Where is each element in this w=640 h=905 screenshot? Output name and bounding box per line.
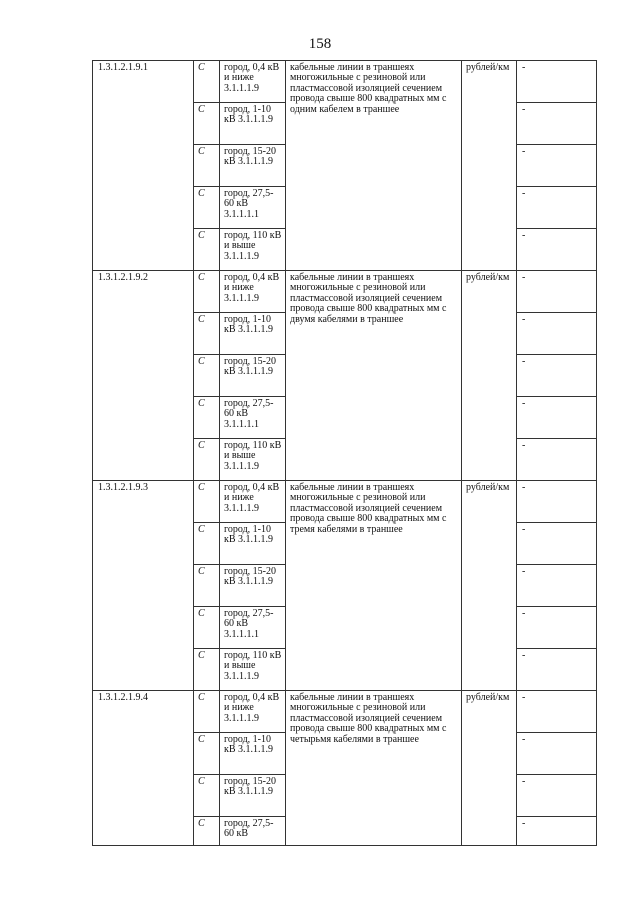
description-cell: кабельные линии в траншеях многожильные с резиновой или пластмассовой изоляцией сечением провода свыше 800 квадратных мм с тремя кабелями в траншее [286, 481, 462, 691]
price-cell: - [517, 61, 597, 103]
territory-letter-cell: С [194, 103, 220, 145]
territory-cell: город, 15-20 кВ 3.1.1.1.9 [220, 355, 286, 397]
territory-cell: город, 27,5-60 кВ 3.1.1.1.1 [220, 397, 286, 439]
territory-letter-cell: С [194, 691, 220, 733]
tariff-table-body [93, 61, 597, 846]
table-row [93, 61, 597, 103]
description-cell: кабельные линии в траншеях многожильные с резиновой или пластмассовой изоляцией сечением провода свыше 800 квадратных мм с двумя кабелями в траншее [286, 271, 462, 481]
territory-letter-cell: С [194, 607, 220, 649]
price-cell: - [517, 733, 597, 775]
price-cell: - [517, 607, 597, 649]
territory-letter-cell: С [194, 649, 220, 691]
territory-letter-cell: С [194, 61, 220, 103]
table-row [93, 271, 597, 313]
description-cell: кабельные линии в траншеях многожильные с резиновой или пластмассовой изоляцией сечением провода свыше 800 квадратных мм с четырьмя кабелями в траншее [286, 691, 462, 846]
tariff-table [92, 60, 597, 846]
table-row [93, 691, 597, 733]
territory-letter-cell: С [194, 355, 220, 397]
unit-cell: рублей/км [462, 691, 517, 846]
price-cell: - [517, 565, 597, 607]
price-cell: - [517, 103, 597, 145]
territory-cell: город, 0,4 кВ и ниже 3.1.1.1.9 [220, 481, 286, 523]
territory-cell: город, 0,4 кВ и ниже 3.1.1.1.9 [220, 61, 286, 103]
territory-letter-cell: С [194, 775, 220, 817]
price-cell: - [517, 691, 597, 733]
price-cell: - [517, 649, 597, 691]
price-cell: - [517, 481, 597, 523]
page-number: 158 [308, 36, 332, 52]
price-cell: - [517, 271, 597, 313]
territory-letter-cell: С [194, 733, 220, 775]
territory-letter-cell: С [194, 523, 220, 565]
price-cell: - [517, 187, 597, 229]
unit-cell: рублей/км [462, 271, 517, 481]
row-code-cell: 1.3.1.2.1.9.4 [93, 691, 194, 846]
territory-letter-cell: С [194, 439, 220, 481]
territory-cell: город, 1-10 кВ 3.1.1.1.9 [220, 733, 286, 775]
price-cell: - [517, 439, 597, 481]
price-cell: - [517, 775, 597, 817]
territory-letter-cell: С [194, 565, 220, 607]
territory-cell: город, 0,4 кВ и ниже 3.1.1.1.9 [220, 271, 286, 313]
territory-letter-cell: С [194, 313, 220, 355]
territory-cell: город, 27,5-60 кВ [220, 817, 286, 846]
price-cell: - [517, 313, 597, 355]
territory-cell: город, 1-10 кВ 3.1.1.1.9 [220, 103, 286, 145]
price-cell: - [517, 145, 597, 187]
price-cell: - [517, 229, 597, 271]
price-cell: - [517, 397, 597, 439]
territory-cell: город, 1-10 кВ 3.1.1.1.9 [220, 313, 286, 355]
territory-letter-cell: С [194, 229, 220, 271]
territory-cell: город, 27,5-60 кВ 3.1.1.1.1 [220, 187, 286, 229]
territory-cell: город, 0,4 кВ и ниже 3.1.1.1.9 [220, 691, 286, 733]
territory-letter-cell: С [194, 817, 220, 846]
territory-letter-cell: С [194, 145, 220, 187]
territory-cell: город, 110 кВ и выше 3.1.1.1.9 [220, 229, 286, 271]
unit-cell: рублей/км [462, 61, 517, 271]
territory-cell: город, 27,5-60 кВ 3.1.1.1.1 [220, 607, 286, 649]
unit-cell: рублей/км [462, 481, 517, 691]
row-code-cell: 1.3.1.2.1.9.2 [93, 271, 194, 481]
territory-cell: город, 110 кВ и выше 3.1.1.1.9 [220, 439, 286, 481]
territory-letter-cell: С [194, 481, 220, 523]
row-code-cell: 1.3.1.2.1.9.1 [93, 61, 194, 271]
price-cell: - [517, 355, 597, 397]
row-code-cell: 1.3.1.2.1.9.3 [93, 481, 194, 691]
territory-cell: город, 15-20 кВ 3.1.1.1.9 [220, 145, 286, 187]
territory-cell: город, 1-10 кВ 3.1.1.1.9 [220, 523, 286, 565]
price-cell: - [517, 523, 597, 565]
table-row [93, 481, 597, 523]
territory-letter-cell: С [194, 187, 220, 229]
price-cell: - [517, 817, 597, 846]
description-cell: кабельные линии в траншеях многожильные с резиновой или пластмассовой изоляцией сечением провода свыше 800 квадратных мм с одним кабелем в траншее [286, 61, 462, 271]
territory-cell: город, 110 кВ и выше 3.1.1.1.9 [220, 649, 286, 691]
territory-letter-cell: С [194, 271, 220, 313]
territory-cell: город, 15-20 кВ 3.1.1.1.9 [220, 565, 286, 607]
territory-cell: город, 15-20 кВ 3.1.1.1.9 [220, 775, 286, 817]
territory-letter-cell: С [194, 397, 220, 439]
